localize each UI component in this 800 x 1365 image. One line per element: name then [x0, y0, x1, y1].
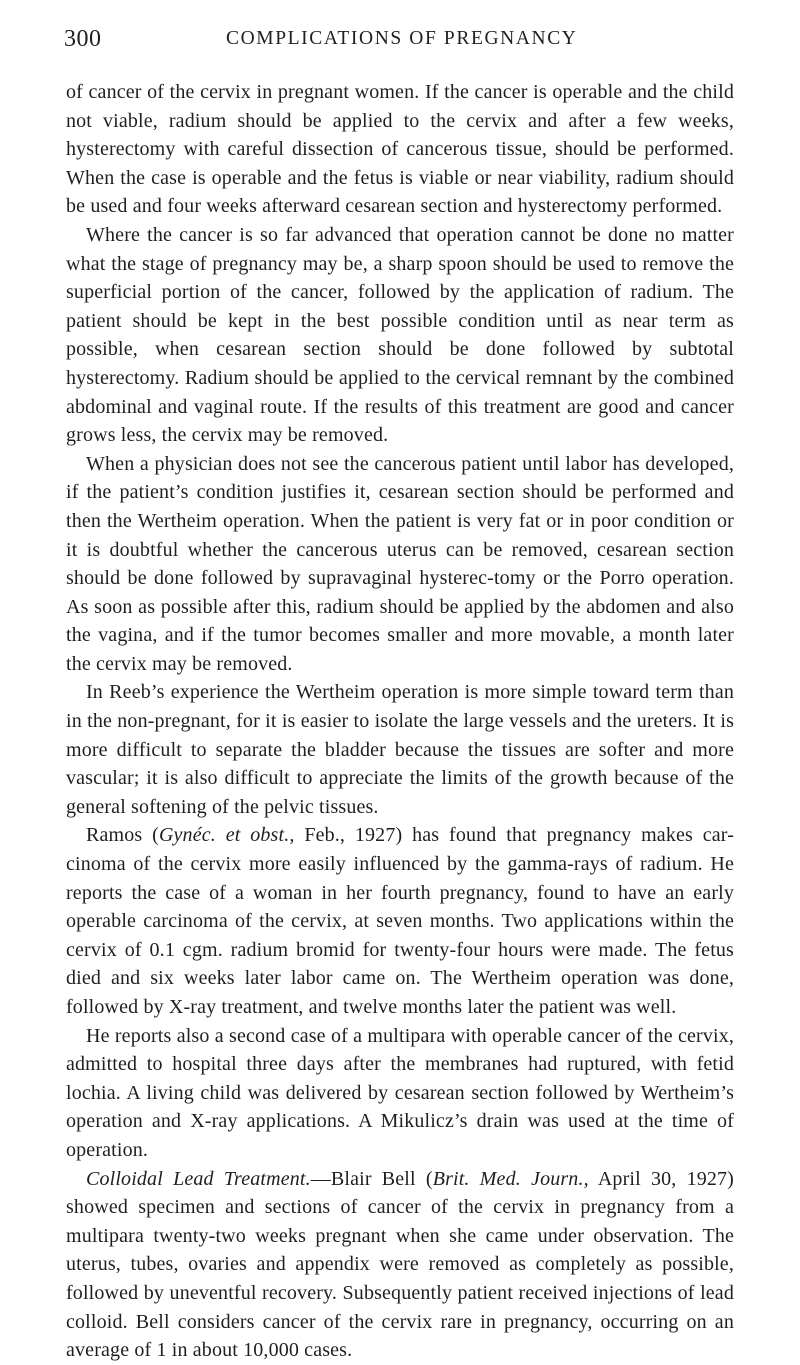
ramos-text: Feb., 1927) has found that pregnancy makes car-cinoma of the cervix more easily influenced by the gamma-rays of radium. He reports the case of a woman in her fourth pregnancy, found to have an early operable carcinoma of the cervix, at seven months. Two applications within the cervix of 0.1 cgm. radium bromid for twenty-four hours were made. The fetus died and six weeks later labor came on. The Wertheim operation was done, followed by X-ray treatment, and twelve months later the patient was well.: [66, 824, 735, 1018]
paragraph-ramos: [66, 821, 734, 1021]
paragraph-continuation: of cancer of the cervix in pregnant women. If the cancer is operable and the child not viable, radium should be applied to the cervix and after a few weeks, hysterectomy with careful dissection of cancerous tissue, should be performed. When the case is operable and the fetus is viable or near viability, radium should be used and four weeks afterward cesarean section and hysterectomy performed.: [66, 81, 734, 218]
colloidal-journal: Brit. Med. Journ.,: [432, 1167, 589, 1190]
paragraph-advanced-cancer: Where the cancer is so far advanced that operation cannot be done no matter what the stage of pregnancy may be, a sharp spoon should be used to remove the superficial portion of the cancer, followed by the application of radium. The patient should be kept in the best possible condition until as near term as possible, when cesarean section should be done followed by subtotal hysterectomy. Radium should be applied to the cervical remnant by the combined abdominal and vaginal route. If the results of this treatment are good and cancer grows less, the cervix may be removed.: [66, 223, 734, 447]
paragraph-reeb-experience: In Reeb’s experience the Wertheim operation is more simple toward term than in the non-pregnant, for it is easier to isolate the large vessels and the ureters. It is more difficult to separate the bladder because the tissues are softer and more vascular; it is also difficult to appreciate the limits of the growth because of the general softening of the pelvic tissues.: [66, 681, 734, 818]
body-text: [66, 78, 734, 1365]
paragraph-labor-developed: When a physician does not see the cancerous patient until labor has developed, if the patient’s condition justifies it, cesarean section should be performed and then the Wertheim operation. When the patient is very fat or in poor condition or it is doubtful whether the cancerous uterus can be removed, cesarean section should be done followed by supravaginal hysterec-tomy or the Porro operation. As soon as possible after this, radium should be applied by the abdomen and also the vagina, and if the tumor becomes smaller and more movable, a month later the cervix may be removed.: [66, 452, 734, 675]
page-number: 300: [64, 26, 102, 52]
colloidal-author: —Blair Bell (: [310, 1167, 433, 1190]
paragraph-second-case: He reports also a second case of a multipara with operable cancer of the cervix, admitted to hospital three days after the membranes had ruptured, with fetid lochia. A living child was delivered by cesarean section followed by Wertheim’s operation and X-ray applications. A Mikulicz’s drain was used at the time of operation.: [66, 1024, 734, 1161]
ramos-journal: Gynéc. et obst.,: [158, 824, 295, 847]
book-page: [66, 26, 734, 1365]
page-header: [66, 26, 734, 60]
running-head: COMPLICATIONS OF PREGNANCY: [226, 28, 578, 49]
paragraph-colloidal-lead: [66, 1165, 734, 1365]
colloidal-heading: Colloidal Lead Treatment.: [86, 1167, 311, 1190]
colloidal-text: April 30, 1927) showed specimen and sections of cancer of the cervix in pregnancy from a multipara twenty-two weeks pregnant when she came under observation. The uterus, tubes, ovaries and appendix were removed as completely as possible, followed by uneventful recovery. Subsequently patient received injections of lead colloid. Bell considers cancer of the cervix rare in pregnancy, occurring on an average of 1 in about 10,000 cases.: [66, 1167, 734, 1362]
ramos-name: Ramos (: [86, 824, 159, 847]
